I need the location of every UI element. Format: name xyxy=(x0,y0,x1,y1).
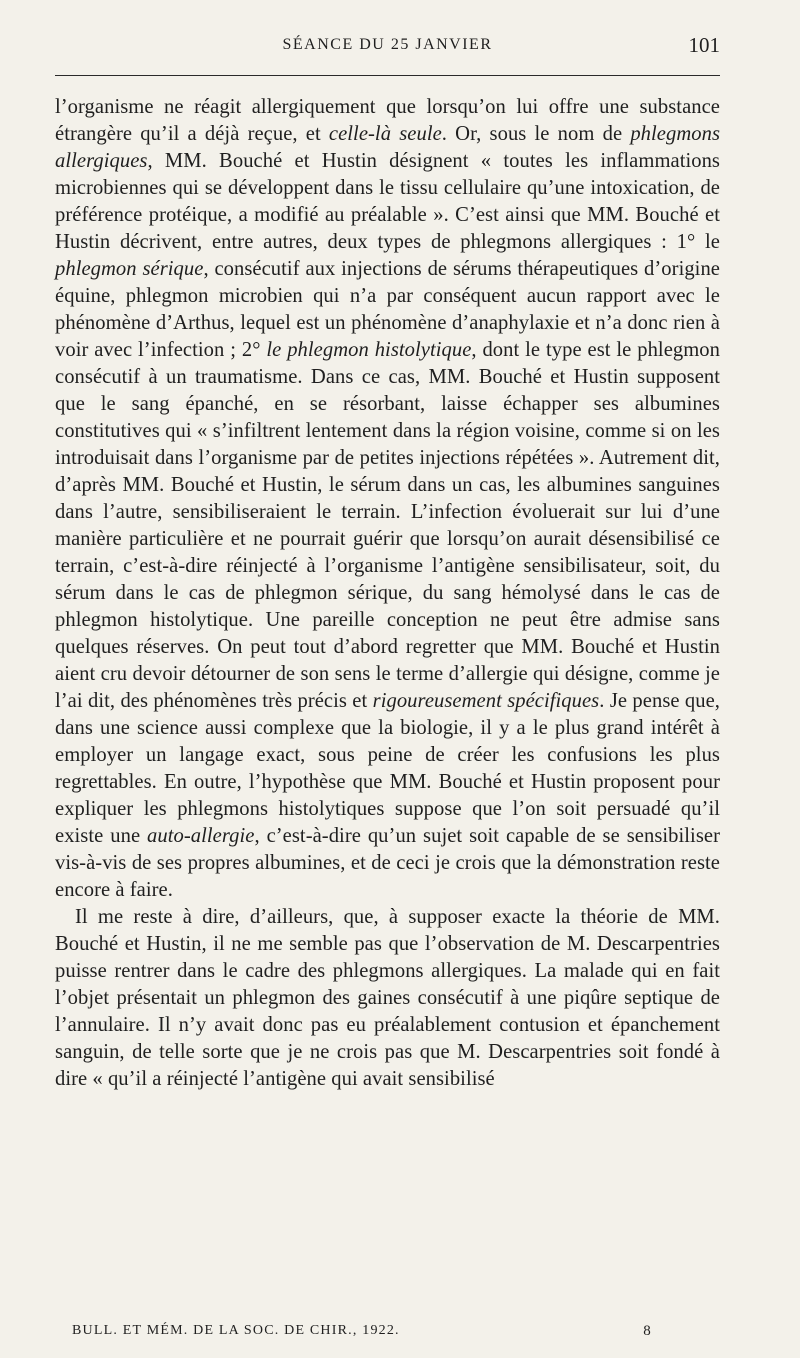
text-run: , dont le type est le phlegmon consécutif à un traumatisme. Dans ce cas, MM. Bouché et Hustin supposent que le sang épanché, en se résorbant, laisse échapper ses albumines constitutives qui « s’infiltrent lentement dans la région voisine, comme si on les introduisait dans l’organisme par de petites injections répétées ». Autrement dit, d’après MM. Bouché et Hustin, le sérum dans un cas, les albumines sanguines dans l’autre, sensibiliseraient le terrain. L’infection évoluerait sur lui d’une manière particulière et ne pourrait guérir que lorsqu’on aurait désensibilisé ce terrain, c’est-à-dire réinjecté à l’organisme l’antigène sensibilisateur, soit, du sérum dans le cas de phlegmon sérique, du sang hémolysé dans le cas de phlegmon histolytique. Une pareille conception ne peut être admise sans quelques réserves. On peut tout d’abord regretter que MM. Bouché et Hustin aient cru devoir détourner de son sens le terme d’allergie qui désigne, comme je l’ai dit, des phénomènes très précis et xyxy=(55,339,720,712)
italic-run: rigoureusement spécifiques xyxy=(372,690,600,712)
footer-journal: BULL. ET MÉM. DE LA SOC. DE CHIR., 1922. xyxy=(72,1323,400,1338)
running-head xyxy=(55,33,720,60)
page-number: 101 xyxy=(688,33,720,57)
paragraph-2: Il me reste à dire, d’ailleurs, que, à supposer exacte la théorie de MM. Bouché et Hustin, il ne me semble pas que l’observation de M. Descarpentries puisse rentrer dans le cadre des phlegmons allergiques. La malade qui en fait l’objet présentait un phlegmon des gaines consécutif à une piqûre septique de l’annulaire. Il n’y avait donc pas eu préalablement contusion et épanchement sanguin, de telle sorte que je ne crois pas que M. Descarpentries soit fondé à dire « qu’il a réinjecté l’antigène qui avait sensibilisé xyxy=(55,906,720,1090)
running-title: SÉANCE DU 25 JANVIER xyxy=(282,36,493,53)
body-text xyxy=(55,94,720,1093)
text-run: , consécutif aux injections de sérums thérapeutiques d’origine équine, phlegmon microbien qui n’a par conséquent aucun rapport avec le phénomène d’Arthus, lequel est un phénomène d’anaphylaxie et n’a donc rien à voir avec l’infection ; 2° xyxy=(55,258,720,361)
italic-run: phlegmons allergiques xyxy=(55,123,721,172)
italic-run: auto-allergie xyxy=(147,825,255,847)
text-run: . Or, sous le nom de xyxy=(441,123,631,145)
text-run: . Je pense que, dans une science aussi complexe que la biologie, il y a le plus grand intérêt à employer un langage exact, sous peine de créer les confusions les plus regrettables. En outre, l’hypothèse que MM. Bouché et Hustin proposent pour expliquer les phlegmons histolytiques suppose que l’on soit persuadé qu’il existe une xyxy=(55,690,721,847)
italic-run: le phlegmon histolytique xyxy=(266,339,472,361)
footer-sheet-number: 8 xyxy=(643,1323,652,1339)
paragraph-1 xyxy=(55,94,720,904)
text-run: , MM. Bouché et Hustin désignent « toutes les inflammations microbiennes qui se développent dans le tissu cellulaire qu’une intoxication, de préférence protéique, a modifié au préalable ». C’est ainsi que MM. Bouché et Hustin décrivent, entre autres, deux types de phlegmons allergiques : 1° le xyxy=(55,150,720,253)
italic-run: celle-là seule xyxy=(328,123,442,145)
text-run: , c’est-à-dire qu’un sujet soit capable de se sensibiliser vis-à-vis de ses propres albumines, et de ceci je crois que la démonstration reste encore à faire. xyxy=(55,825,720,901)
text-run: l’organisme ne réagit allergiquement que lorsqu’on lui offre une substance étrangère qu’il a déjà reçue, et xyxy=(55,96,720,145)
italic-run: phlegmon sérique xyxy=(55,258,204,280)
page-footer xyxy=(72,1323,652,1347)
header-rule xyxy=(55,75,720,76)
